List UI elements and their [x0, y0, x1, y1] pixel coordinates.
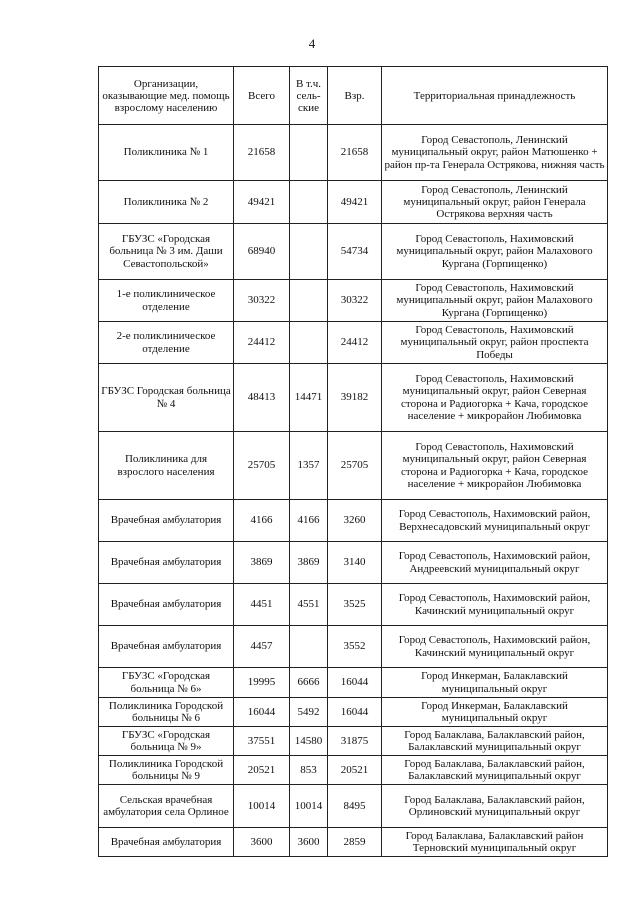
adult-cell: 16044: [328, 698, 382, 727]
rural-cell: [290, 626, 328, 668]
total-cell: 20521: [234, 756, 290, 785]
adult-cell: 3552: [328, 626, 382, 668]
table-row: [99, 364, 608, 432]
header-organization: Организации, оказывающие мед. помощь взрослому населению: [99, 67, 234, 125]
rural-cell: 14580: [290, 727, 328, 756]
rural-cell: 4166: [290, 500, 328, 542]
rural-cell: 6666: [290, 668, 328, 698]
total-cell: 3600: [234, 828, 290, 857]
header-total: Всего: [234, 67, 290, 125]
adult-cell: 21658: [328, 125, 382, 181]
org-cell: Поликлиника Городской больницы № 6: [99, 698, 234, 727]
rural-cell: [290, 125, 328, 181]
territory-cell: Город Севастополь, Нахимовский муниципальный округ, район Северная сторона и Радиогорка + Кача, городское население + микрорайон Любимовка: [382, 432, 608, 500]
territory-cell: Город Инкерман, Балаклавский муниципальный округ: [382, 698, 608, 727]
table-row: [99, 584, 608, 626]
territory-cell: Город Севастополь, Ленинский муниципальный округ, район Генерала Острякова верхняя часть: [382, 181, 608, 224]
adult-cell: 16044: [328, 668, 382, 698]
org-cell: Сельская врачебная амбулатория села Орлиное: [99, 785, 234, 828]
total-cell: 68940: [234, 224, 290, 280]
adult-cell: 49421: [328, 181, 382, 224]
table-row: [99, 322, 608, 364]
territory-cell: Город Балаклава, Балаклавский район, Балаклавский муниципальный округ: [382, 727, 608, 756]
territory-cell: Город Севастополь, Нахимовский муниципальный округ, район Малахового Кургана (Горпищенко): [382, 224, 608, 280]
table-row: [99, 828, 608, 857]
total-cell: 25705: [234, 432, 290, 500]
table-row: [99, 280, 608, 322]
org-cell: Поликлиника № 1: [99, 125, 234, 181]
adult-cell: 54734: [328, 224, 382, 280]
rural-cell: 10014: [290, 785, 328, 828]
table-row: [99, 125, 608, 181]
adult-cell: 8495: [328, 785, 382, 828]
org-cell: ГБУЗС «Городская больница № 3 им. Даши Севастопольской»: [99, 224, 234, 280]
total-cell: 10014: [234, 785, 290, 828]
rural-cell: [290, 322, 328, 364]
rural-cell: 4551: [290, 584, 328, 626]
table-row: [99, 727, 608, 756]
total-cell: 16044: [234, 698, 290, 727]
territory-cell: Город Балаклава, Балаклавский район Терновский муниципальный округ: [382, 828, 608, 857]
org-cell: Врачебная амбулатория: [99, 500, 234, 542]
table-row: [99, 181, 608, 224]
total-cell: 30322: [234, 280, 290, 322]
total-cell: 4166: [234, 500, 290, 542]
total-cell: 48413: [234, 364, 290, 432]
header-territory: Территориальная принадлежность: [382, 67, 608, 125]
total-cell: 4457: [234, 626, 290, 668]
rural-cell: [290, 280, 328, 322]
table-row: [99, 785, 608, 828]
territory-cell: Город Инкерман, Балаклавский муниципальный округ: [382, 668, 608, 698]
org-cell: ГБУЗС Городская больница № 4: [99, 364, 234, 432]
total-cell: 49421: [234, 181, 290, 224]
territory-cell: Город Севастополь, Нахимовский муниципальный округ, район проспекта Победы: [382, 322, 608, 364]
adult-cell: 30322: [328, 280, 382, 322]
total-cell: 37551: [234, 727, 290, 756]
territory-cell: Город Севастополь, Нахимовский район, Качинский муниципальный округ: [382, 626, 608, 668]
table-row: [99, 626, 608, 668]
table-row: [99, 756, 608, 785]
org-cell: 2-е поликлиническое отделение: [99, 322, 234, 364]
org-cell: Врачебная амбулатория: [99, 542, 234, 584]
table-header-row: [99, 67, 608, 125]
adult-cell: 2859: [328, 828, 382, 857]
rural-cell: 853: [290, 756, 328, 785]
territory-cell: Город Севастополь, Нахимовский район, Качинский муниципальный округ: [382, 584, 608, 626]
org-cell: Врачебная амбулатория: [99, 584, 234, 626]
table-row: [99, 500, 608, 542]
territory-cell: Город Севастополь, Нахимовский муниципальный округ, район Северная сторона и Радиогорка + Кача, городское население + микрорайон Любимовка: [382, 364, 608, 432]
rural-cell: 5492: [290, 698, 328, 727]
page-number: 4: [308, 36, 316, 51]
territory-cell: Город Балаклава, Балаклавский район, Балаклавский муниципальный округ: [382, 756, 608, 785]
rural-cell: 3600: [290, 828, 328, 857]
header-adult: Взр.: [328, 67, 382, 125]
total-cell: 19995: [234, 668, 290, 698]
territory-cell: Город Севастополь, Нахимовский район, Верхнесадовский муниципальный округ: [382, 500, 608, 542]
rural-cell: 1357: [290, 432, 328, 500]
territory-cell: Город Севастополь, Нахимовский район, Андреевский муниципальный округ: [382, 542, 608, 584]
adult-cell: 31875: [328, 727, 382, 756]
table-row: [99, 432, 608, 500]
rural-cell: 14471: [290, 364, 328, 432]
adult-cell: 3525: [328, 584, 382, 626]
territory-cell: Город Балаклава, Балаклавский район, Орлиновский муниципальный округ: [382, 785, 608, 828]
rural-cell: [290, 224, 328, 280]
territory-cell: Город Севастополь, Ленинский муниципальный округ, район Матюшенко + район пр-та Генерала Острякова, нижняя часть: [382, 125, 608, 181]
total-cell: 24412: [234, 322, 290, 364]
table-row: [99, 224, 608, 280]
org-cell: Врачебная амбулатория: [99, 828, 234, 857]
org-cell: ГБУЗС «Городская больница № 9»: [99, 727, 234, 756]
header-rural: В т.ч. сель-ские: [290, 67, 328, 125]
adult-cell: 39182: [328, 364, 382, 432]
org-cell: ГБУЗС «Городская больница № 6»: [99, 668, 234, 698]
total-cell: 21658: [234, 125, 290, 181]
table-row: [99, 698, 608, 727]
org-cell: Поликлиника для взрослого населения: [99, 432, 234, 500]
adult-cell: 3260: [328, 500, 382, 542]
rural-cell: 3869: [290, 542, 328, 584]
adult-cell: 20521: [328, 756, 382, 785]
adult-cell: 3140: [328, 542, 382, 584]
rural-cell: [290, 181, 328, 224]
org-cell: Поликлиника № 2: [99, 181, 234, 224]
org-cell: Врачебная амбулатория: [99, 626, 234, 668]
adult-cell: 24412: [328, 322, 382, 364]
organizations-table: [98, 66, 608, 857]
adult-cell: 25705: [328, 432, 382, 500]
territory-cell: Город Севастополь, Нахимовский муниципальный округ, район Малахового Кургана (Горпищенко): [382, 280, 608, 322]
org-cell: 1-е поликлиническое отделение: [99, 280, 234, 322]
table-row: [99, 668, 608, 698]
org-cell: Поликлиника Городской больницы № 9: [99, 756, 234, 785]
total-cell: 3869: [234, 542, 290, 584]
table-row: [99, 542, 608, 584]
total-cell: 4451: [234, 584, 290, 626]
